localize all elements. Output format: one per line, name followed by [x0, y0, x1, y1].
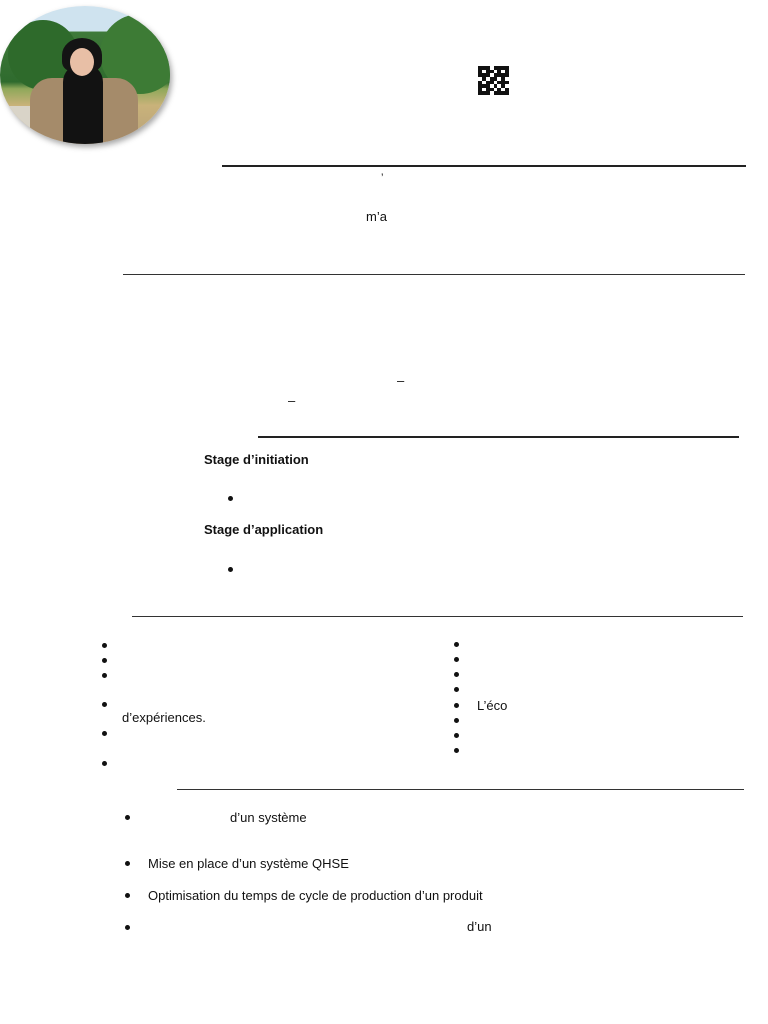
profile-photo: [0, 6, 170, 144]
list-bullet: [102, 658, 107, 663]
list-bullet: [102, 761, 107, 766]
project-item: Mise en place d’un système QHSE: [148, 856, 349, 871]
section-divider-projects: [177, 789, 744, 790]
list-bullet: [454, 718, 459, 723]
list-bullet: [228, 567, 233, 572]
internship-title: Stage d’initiation: [204, 452, 309, 467]
list-bullet: [102, 702, 107, 707]
list-bullet: [454, 657, 459, 662]
about-fragment: m’a: [366, 209, 387, 224]
list-bullet: [102, 643, 107, 648]
list-bullet: [125, 893, 130, 898]
education-dash-1: –: [397, 373, 405, 388]
list-bullet: [454, 642, 459, 647]
list-bullet: [454, 733, 459, 738]
section-divider-education: [123, 274, 745, 275]
section-divider-profile: [222, 165, 746, 167]
list-bullet: [454, 748, 459, 753]
list-bullet: [454, 703, 459, 708]
education-dash-2: –: [288, 393, 296, 408]
project-item: d’un: [467, 919, 492, 934]
about-apostrophe: ’: [381, 172, 384, 184]
internship-title: Stage d’application: [204, 522, 324, 537]
qr-code-icon[interactable]: [478, 66, 509, 95]
skills-right-fragment: L’éco: [477, 698, 508, 713]
list-bullet: [454, 672, 459, 677]
project-item: d’un système: [230, 810, 307, 825]
list-bullet: [125, 815, 130, 820]
list-bullet: [125, 861, 130, 866]
section-divider-skills: [132, 616, 743, 617]
list-bullet: [125, 925, 130, 930]
list-bullet: [102, 673, 107, 678]
list-bullet: [454, 687, 459, 692]
skills-left-fragment: d’expériences.: [122, 710, 206, 725]
list-bullet: [102, 731, 107, 736]
list-bullet: [228, 496, 233, 501]
section-divider-internships: [258, 436, 739, 438]
project-item: Optimisation du temps de cycle de production d’un produit: [148, 888, 483, 903]
